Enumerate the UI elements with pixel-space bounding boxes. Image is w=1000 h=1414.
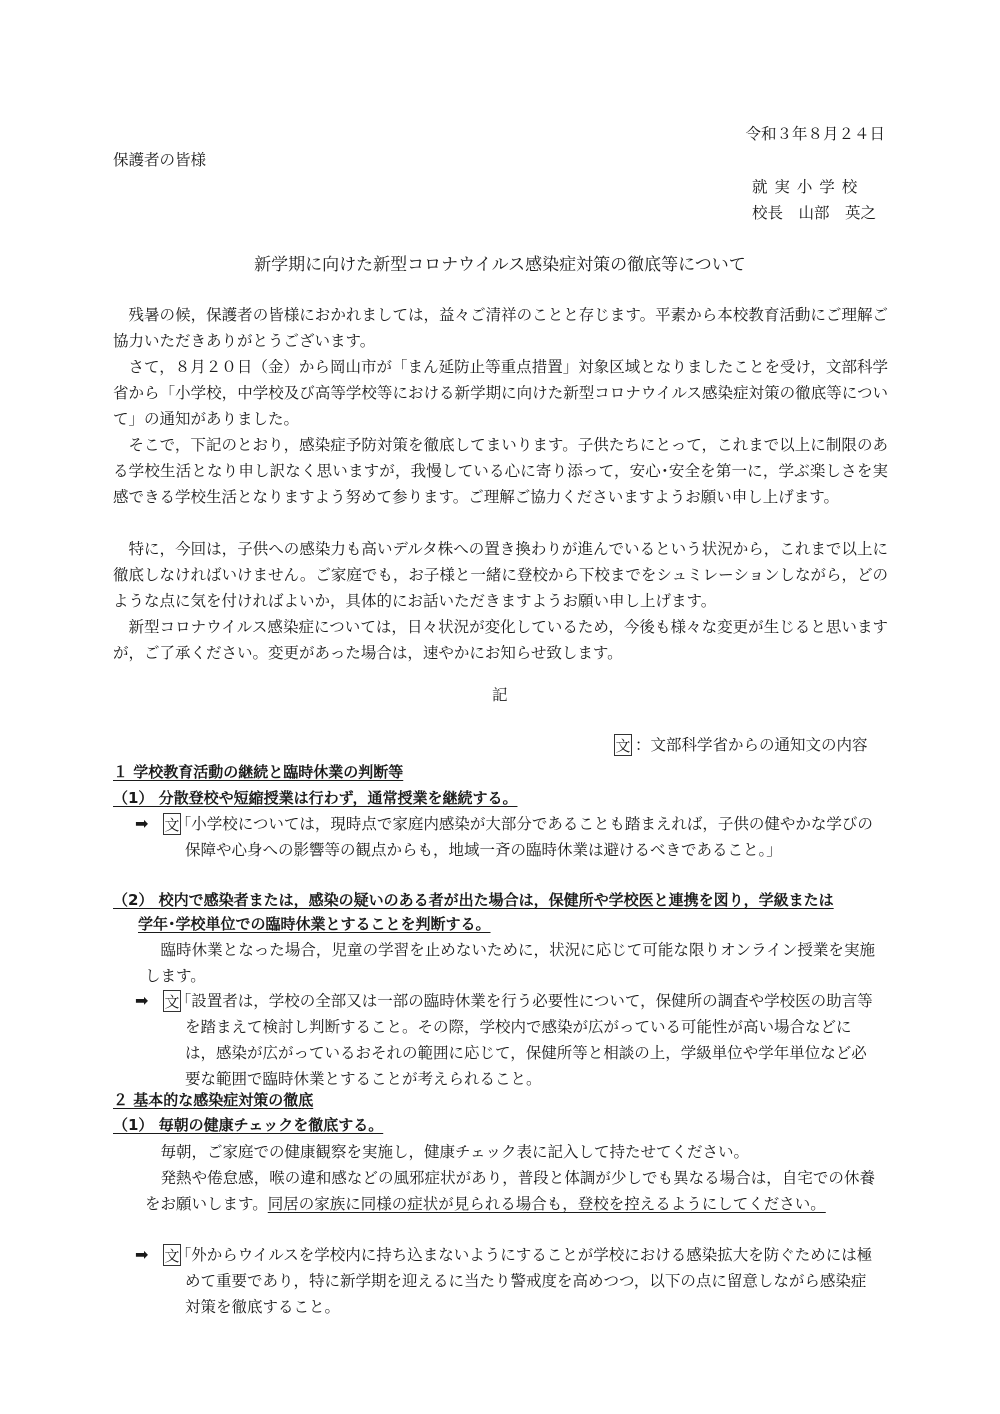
recipient: 保護者の皆様: [113, 151, 207, 169]
page-title: 新学期に向けた新型コロナウイルス感染症対策の徹底等について: [254, 255, 746, 275]
intro-paragraph-1: 残暑の候，保護者の皆様におかれましては，益々ご清祥のことと存じます。平素から本校教育活動にご理解ご協力いただきありがとうございます。: [113, 306, 888, 350]
principal-name: 校長 山部 英之: [752, 204, 877, 222]
section-1-item-1-heading: （1） 分散登校や短縮授業は行わず，通常授業を継続する。: [113, 789, 518, 807]
notice-quote-2: 「設置者は，学校の全部又は一部の臨時休業を行う必要性について，保健所の調査や学校医の助言等を踏まえて検討し判断すること。その際，学校内で感染が広がっている可能性が高い場合などには，感染が広がっているおそれの範囲に応じて，保健所等と相談の上，学級単位や学年単位など必要な範囲で臨時休業とすることが考えられること。: [175, 992, 873, 1088]
section-1-item-2-heading-line2: 学年･学校単位での臨時休業とすることを判断する。: [138, 915, 491, 933]
right-arrow-icon: ➡: [135, 991, 149, 1010]
notice-quote-3: 「外からウイルスを学校内に持ち込まないようにすることが学校における感染拡大を防ぐためには極めて重要であり，特に新学期を迎えるに当たり警戒度を高めつつ，以下の点に留意しながら感染症対策を徹底すること。: [175, 1246, 873, 1316]
notice-quote-1: 「小学校については，現時点で家庭内感染が大部分であることも踏まえれば，子供の健やかな学びの保障や心身への影響等の観点からも，地域一斉の臨時休業は避けるべきであること。」: [175, 815, 873, 859]
intro-paragraph-5: 新型コロナウイルス感染症については，日々状況が変化しているため，今後も様々な変更が生じると思いますが，ご了承ください。変更があった場合は，速やかにお知らせ致します。: [113, 618, 888, 662]
notice-box: 文: [163, 813, 181, 835]
notice-box: 文: [163, 990, 181, 1012]
intro-paragraph-2: さて，８月２０日（金）から岡山市が「まん延防止等重点措置」対象区域となりましたことを受け，文部科学省から「小学校，中学校及び高等学校等における新学期に向けた新型コロナウイルス感染症対策の徹底等について」の通知がありました。: [113, 358, 888, 428]
legend-text: ：文部科学省からの通知文の内容: [635, 736, 868, 754]
right-arrow-icon: ➡: [135, 814, 149, 833]
section-1-item-2-body: 臨時休業となった場合，児童の学習を止めないために，状況に応じて可能な限りオンライン授業を実施します。: [145, 941, 875, 985]
legend-box: 文: [614, 734, 632, 756]
body-2-part-b: 同居の家族に同様の症状が見られる場合も，登校を控えるようにしてください。: [267, 1195, 826, 1213]
section-1-item-2-heading-line1: （2） 校内で感染者または，感染の疑いのある者が出た場合は，保健所や学校医と連携を図り，学級または: [113, 891, 834, 909]
school-name: 就 実 小 学 校: [752, 178, 859, 196]
section-1-heading: １ 学校教育活動の継続と臨時休業の判断等: [113, 763, 404, 781]
body-2-part-a: 発熱や倦怠感，喉の違和感などの風邪症状があり，普段と体調が少しでも異なる場合は，自宅での休養をお願いします。: [145, 1169, 875, 1213]
section-2-item-1-heading: （1） 毎朝の健康チェックを徹底する。: [113, 1116, 384, 1134]
section-2-item-1-body-2: [145, 1165, 875, 1217]
intro-paragraph-3: そこで，下記のとおり，感染症予防対策を徹底してまいります。子供たちにとって，これまで以上に制限のある学校生活となり申し訳なく思いますが，我慢している心に寄り添って，安心･安全を第一に，学ぶ楽しさを実感できる学校生活となりますよう努めて参ります。ご理解ご協力くださいますようお願い申し上げます。: [113, 436, 888, 506]
right-arrow-icon: ➡: [135, 1245, 149, 1264]
section-2-heading: ２ 基本的な感染症対策の徹底: [113, 1091, 314, 1109]
section-2-item-1-body-1: 毎朝，ご家庭での健康観察を実施し，健康チェック表に記入して持たせてください。: [160, 1143, 750, 1161]
date: 令和３年８月２４日: [745, 125, 885, 143]
ki-marker: 記: [492, 686, 508, 704]
intro-paragraph-4: 特に，今回は，子供への感染力も高いデルタ株への置き換わりが進んでいるという状況から，これまで以上に徹底しなければいけません。ご家庭でも，お子様と一緒に登校から下校までをシュミレーションしながら，どのような点に気を付ければよいか，具体的にお話いただきますようお願い申し上げます。: [113, 540, 889, 610]
notice-box: 文: [163, 1244, 181, 1266]
